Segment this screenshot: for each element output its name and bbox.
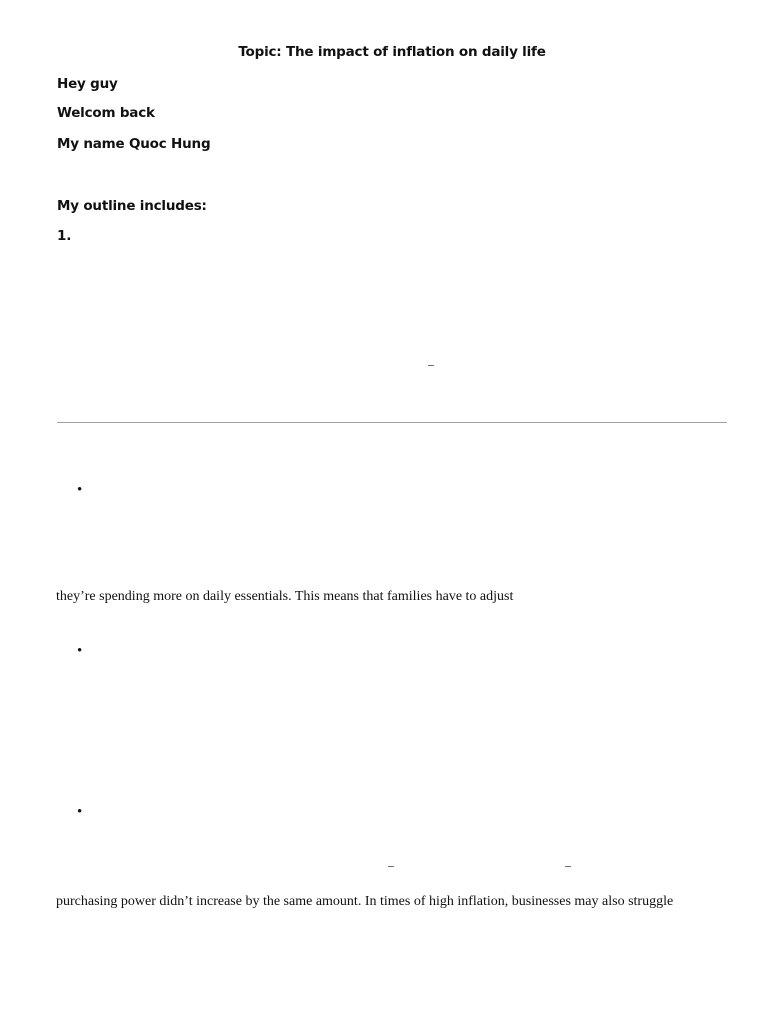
dash-mark: – bbox=[565, 858, 571, 872]
outline-label: My outline includes: bbox=[57, 198, 207, 214]
dash-mark: – bbox=[388, 858, 394, 872]
paragraph-text: purchasing power didn’t increase by the same amount. In times of high inflation, businesses may also struggle bbox=[56, 894, 674, 909]
horizontal-rule bbox=[57, 422, 727, 423]
greeting-line: Hey guy bbox=[57, 76, 118, 92]
bullet-point: • bbox=[77, 804, 83, 820]
bullet-point: • bbox=[77, 643, 83, 659]
document-title: Topic: The impact of inflation on daily life bbox=[238, 44, 546, 60]
bullet-point: • bbox=[77, 482, 83, 498]
greeting-line: My name Quoc Hung bbox=[57, 136, 211, 152]
greeting-line: Welcom back bbox=[57, 105, 155, 121]
paragraph-text: they’re spending more on daily essentials. This means that families have to adjust bbox=[56, 589, 514, 604]
outline-item-number: 1. bbox=[57, 228, 72, 244]
dash-mark: – bbox=[428, 357, 434, 371]
